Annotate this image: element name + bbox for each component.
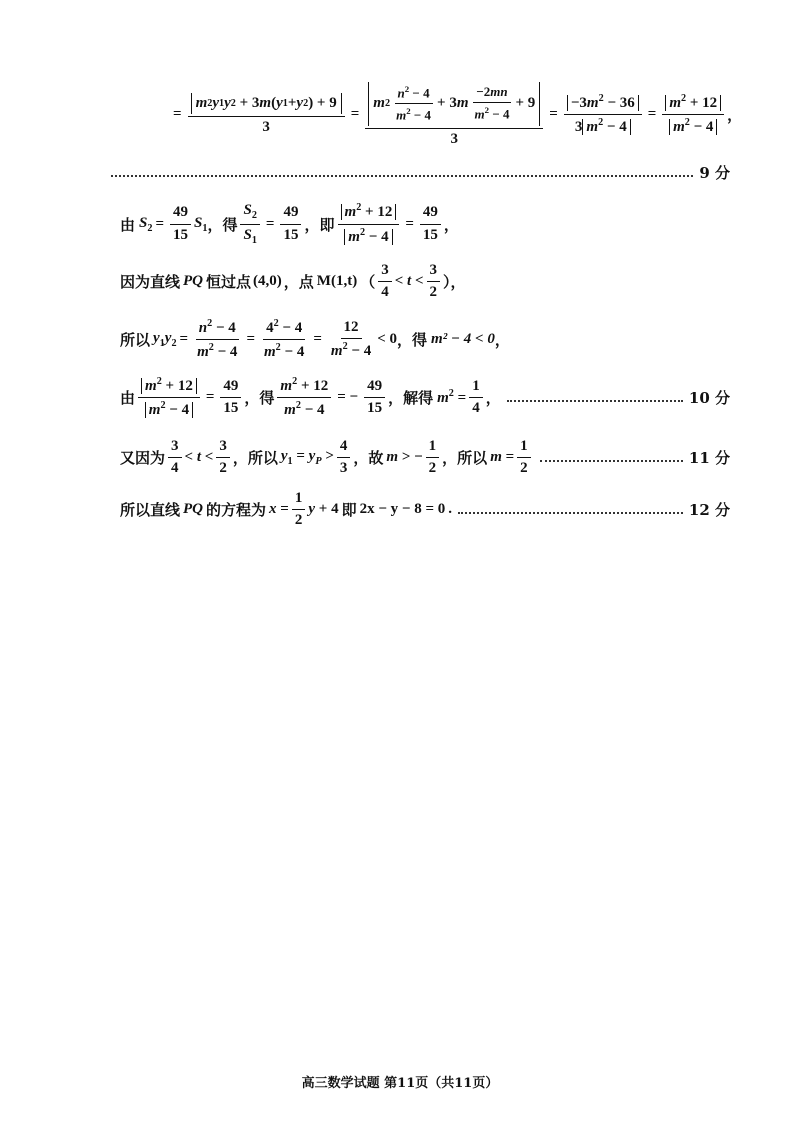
dot-leader <box>458 512 683 514</box>
text: ，得 <box>244 389 275 408</box>
comma: ， <box>304 215 320 234</box>
text: 的方程为 <box>206 501 267 520</box>
text-de: 得 <box>222 215 238 234</box>
formula-line-1: = m 2 y 1 y 2 + 3 m ( y 1 + y 2 ) + 9 3 = m 2 $\frac{n^2 - 4}{m^2 - 4}$ + 3 m $\frac{-2mn}{m^2 - 4}$ + 9 3 = $\frac{-3m^2 - 36}{3 m^2 - 4}$ = $\frac{m^2 + 12}{m^2 - 4}$ ， <box>173 84 743 147</box>
comma: ， <box>207 215 223 234</box>
text: ，点 <box>283 273 314 292</box>
formula-line-4: 所以 $y_1y_2$ = $\frac{n^2 - 4}{m^2 - 4}$ = $\frac{4^2 - 4}{m^2 - 4}$ = $\frac{12}{m^2 - 4}$ < 0 ，得 m² − 4 < 0 ， <box>120 318 510 361</box>
dot-leader <box>507 400 683 402</box>
point-m: M(1,t) <box>316 273 358 290</box>
condition: m² − 4 < 0 <box>431 331 495 348</box>
text: ，故 <box>353 449 384 468</box>
text-ji: 即 <box>319 215 335 234</box>
text: ，所以 <box>442 449 488 468</box>
comma: ， <box>494 331 510 350</box>
formula-line-6: 又因为 $\frac{3}{4}$ < t < $\frac{3}{2}$ ，所以 $y_1 = y_P$ > $\frac{4}{3}$ ，故 m > − $\frac{1}{2}$ ，所以 m = $\frac{1}{2}$ 11 分 <box>120 438 730 477</box>
formula-line-2: 由 $S_2$ = $\frac{49}{15}$ $S_1$ ， 得 $\frac{S_2}{S_1}$ = $\frac{49}{15}$ ， 即 $\frac{m^2 + 12}{m^2 - 4}$ = $\frac{49}{15}$ ， <box>120 202 459 246</box>
score-9: 9 分 <box>699 164 730 182</box>
dot-leader <box>540 460 683 462</box>
point: (4,0) <box>253 273 282 290</box>
dot-leader <box>111 175 693 177</box>
score-11: 11 分 <box>688 449 730 468</box>
text: ，得 <box>397 331 428 350</box>
period: . <box>448 501 452 518</box>
fraction-3: $\frac{-3m^2 - 36}{3 m^2 - 4}$ <box>564 93 642 137</box>
score-12: 12 分 <box>688 501 730 520</box>
text: 即 <box>341 501 357 520</box>
fraction-4: $\frac{m^2 + 12}{m^2 - 4}$ <box>662 93 724 137</box>
paren: ）， <box>443 273 466 292</box>
comma: ， <box>727 106 743 125</box>
comma: ， <box>443 215 459 234</box>
comma: ， <box>485 389 501 408</box>
page-footer: 高三数学试题 第11页（共11页） <box>301 1076 499 1091</box>
text: 所以直线 <box>120 501 181 520</box>
text: 因为直线 <box>120 273 181 292</box>
paren: （ <box>360 273 376 292</box>
text: ，解得 <box>388 389 434 408</box>
fraction-1: m 2 y 1 y 2 + 3 m ( y 1 + y 2 ) + 9 3 <box>188 93 345 137</box>
line-name: PQ <box>183 501 204 518</box>
formula-line-5: 由 $\frac{m^2 + 12}{m^2 - 4}$ = $\frac{49}{15}$ ，得 $\frac{m^2 + 12}{m^2 - 4}$ = − $\frac{49}{15}$ ，解得 $m^2$ = $\frac{1}{4}$ ， 10 分 <box>120 376 730 419</box>
score-line-9 <box>105 162 730 183</box>
text: 恒过点 <box>206 273 252 292</box>
text: 又因为 <box>120 449 166 468</box>
score-10: 10 分 <box>688 389 730 408</box>
text: ，所以 <box>232 449 278 468</box>
line-name: PQ <box>183 273 204 290</box>
text: 由 <box>120 389 136 408</box>
fraction-2: m 2 $\frac{n^2 - 4}{m^2 - 4}$ + 3 m $\frac{-2mn}{m^2 - 4}$ + 9 3 <box>365 82 543 148</box>
formula-line-7: 所以直线 PQ 的方程为 x = $\frac{1}{2}$ y + 4 即 2x − y − 8 = 0 . 12 分 <box>120 490 730 529</box>
formula-line-3: 因为直线 PQ 恒过点 (4,0) ，点 M(1,t) （ $\frac{3}{4}$ < t < $\frac{3}{2}$ ）， <box>120 262 466 301</box>
text: 所以 <box>120 331 151 350</box>
text-you: 由 <box>120 215 136 234</box>
line-equation: 2x − y − 8 = 0 <box>359 501 446 518</box>
